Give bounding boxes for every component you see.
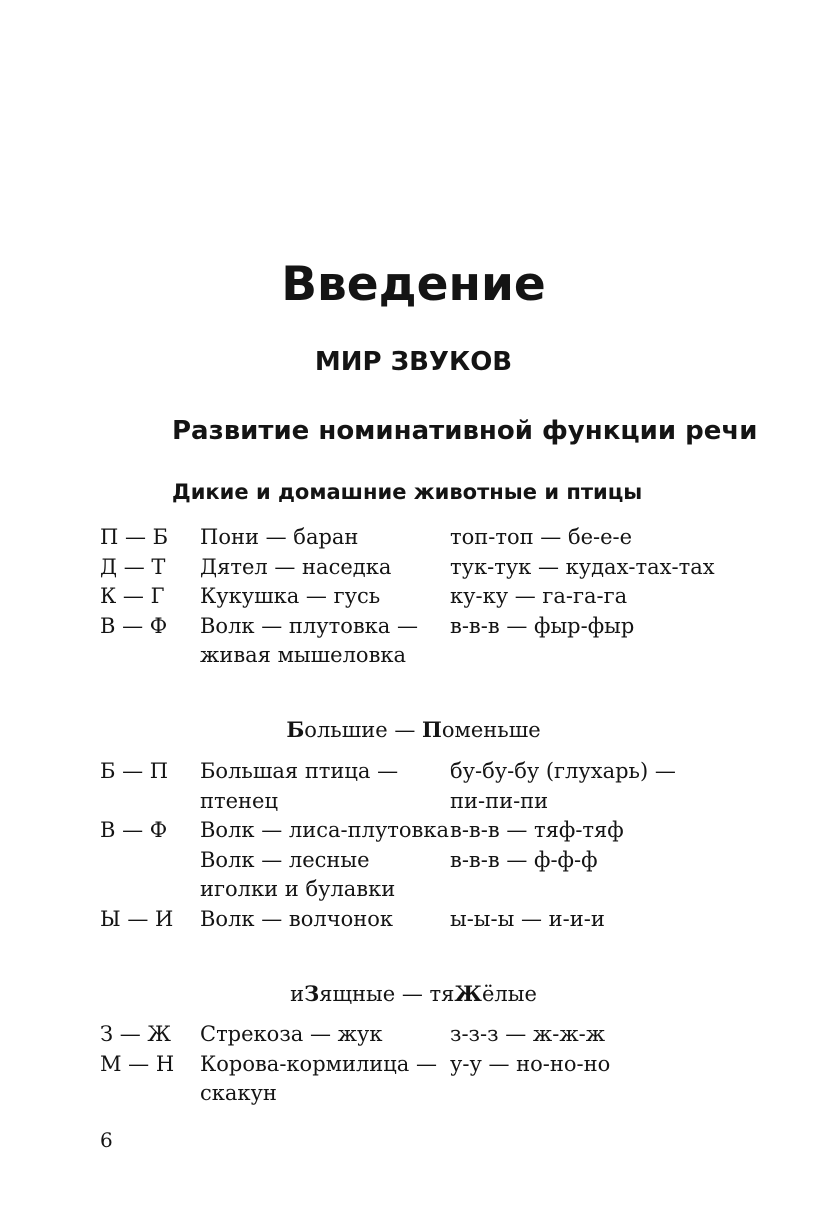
sound-pair: М — Н <box>100 1051 175 1076</box>
onomatopoeia: в-в-в — ф-ф-ф <box>450 847 598 872</box>
onomatopoeia: топ-топ — бе-е-е <box>450 525 633 549</box>
word-pair: Волк — лиса-плутовка <box>200 818 450 842</box>
sound-pair: В — Ф <box>100 613 168 638</box>
onomatopoeia: з-з-з — ж-ж-ж <box>450 1022 606 1046</box>
onomatopoeia: пи-пи-пи <box>450 788 549 813</box>
chapter-title: Введение <box>281 257 546 312</box>
section-heading: Развитие номинативной функции речи <box>172 416 758 446</box>
word-pair: Волк — плутовка — <box>200 613 418 638</box>
heading-izyashchnye-tyazhelye <box>0 979 827 1009</box>
sound-pair: Б — П <box>100 759 169 783</box>
word-pair: Волк — волчонок <box>200 906 393 931</box>
word-pair: Дятел — наседка <box>200 554 392 579</box>
sound-pair: Ы — И <box>100 906 174 931</box>
sound-pair: Д — Т <box>100 554 166 579</box>
heading-text: и <box>290 982 305 1006</box>
onomatopoeia: ку-ку — га-га-га <box>450 584 628 608</box>
onomatopoeia: ы-ы-ы — и-и-и <box>450 906 605 931</box>
heading-text: ёлые <box>481 982 537 1006</box>
word-pair: скакун <box>200 1081 277 1105</box>
heading-bolshie-pomenshe <box>0 715 827 745</box>
onomatopoeia: бу-бу-бу (глухарь) — <box>450 759 676 783</box>
word-pair: Стрекоза — жук <box>200 1022 383 1046</box>
chapter-subtitle: МИР ЗВУКОВ <box>314 347 513 377</box>
page-number: 6 <box>100 1128 113 1152</box>
onomatopoeia: в-в-в — фыр-фыр <box>450 613 635 638</box>
onomatopoeia: у-у — но-но-но <box>450 1051 611 1076</box>
heading-letter: П <box>422 717 442 742</box>
heading-letter: З <box>304 981 320 1006</box>
heading-text: ящные — тя <box>319 982 455 1006</box>
onomatopoeia: тук-тук — кудах-тах-тах <box>450 554 715 579</box>
word-pair: Волк — лесные <box>200 847 370 872</box>
sound-pair: К — Г <box>100 584 165 608</box>
word-pair: Пони — баран <box>200 525 359 549</box>
word-pair: птенец <box>200 788 278 813</box>
word-pair: Большая птица — <box>200 759 399 783</box>
word-pair: живая мышеловка <box>200 643 407 667</box>
sound-pair: П — Б <box>100 525 169 549</box>
heading-text: оменьше <box>441 718 541 742</box>
heading-letter: Ж <box>454 981 482 1006</box>
heading-text: ольшие — <box>304 718 423 742</box>
word-pair: Корова-кормилица — <box>200 1051 437 1076</box>
word-pair: иголки и булавки <box>200 877 396 901</box>
heading-letter: Б <box>286 717 305 742</box>
sound-pair: В — Ф <box>100 818 168 842</box>
subsection-heading: Дикие и домашние животные и птицы <box>172 480 643 504</box>
sound-pair: З — Ж <box>100 1022 172 1046</box>
word-pair: Кукушка — гусь <box>200 584 381 608</box>
onomatopoeia: в-в-в — тяф-тяф <box>450 818 624 842</box>
